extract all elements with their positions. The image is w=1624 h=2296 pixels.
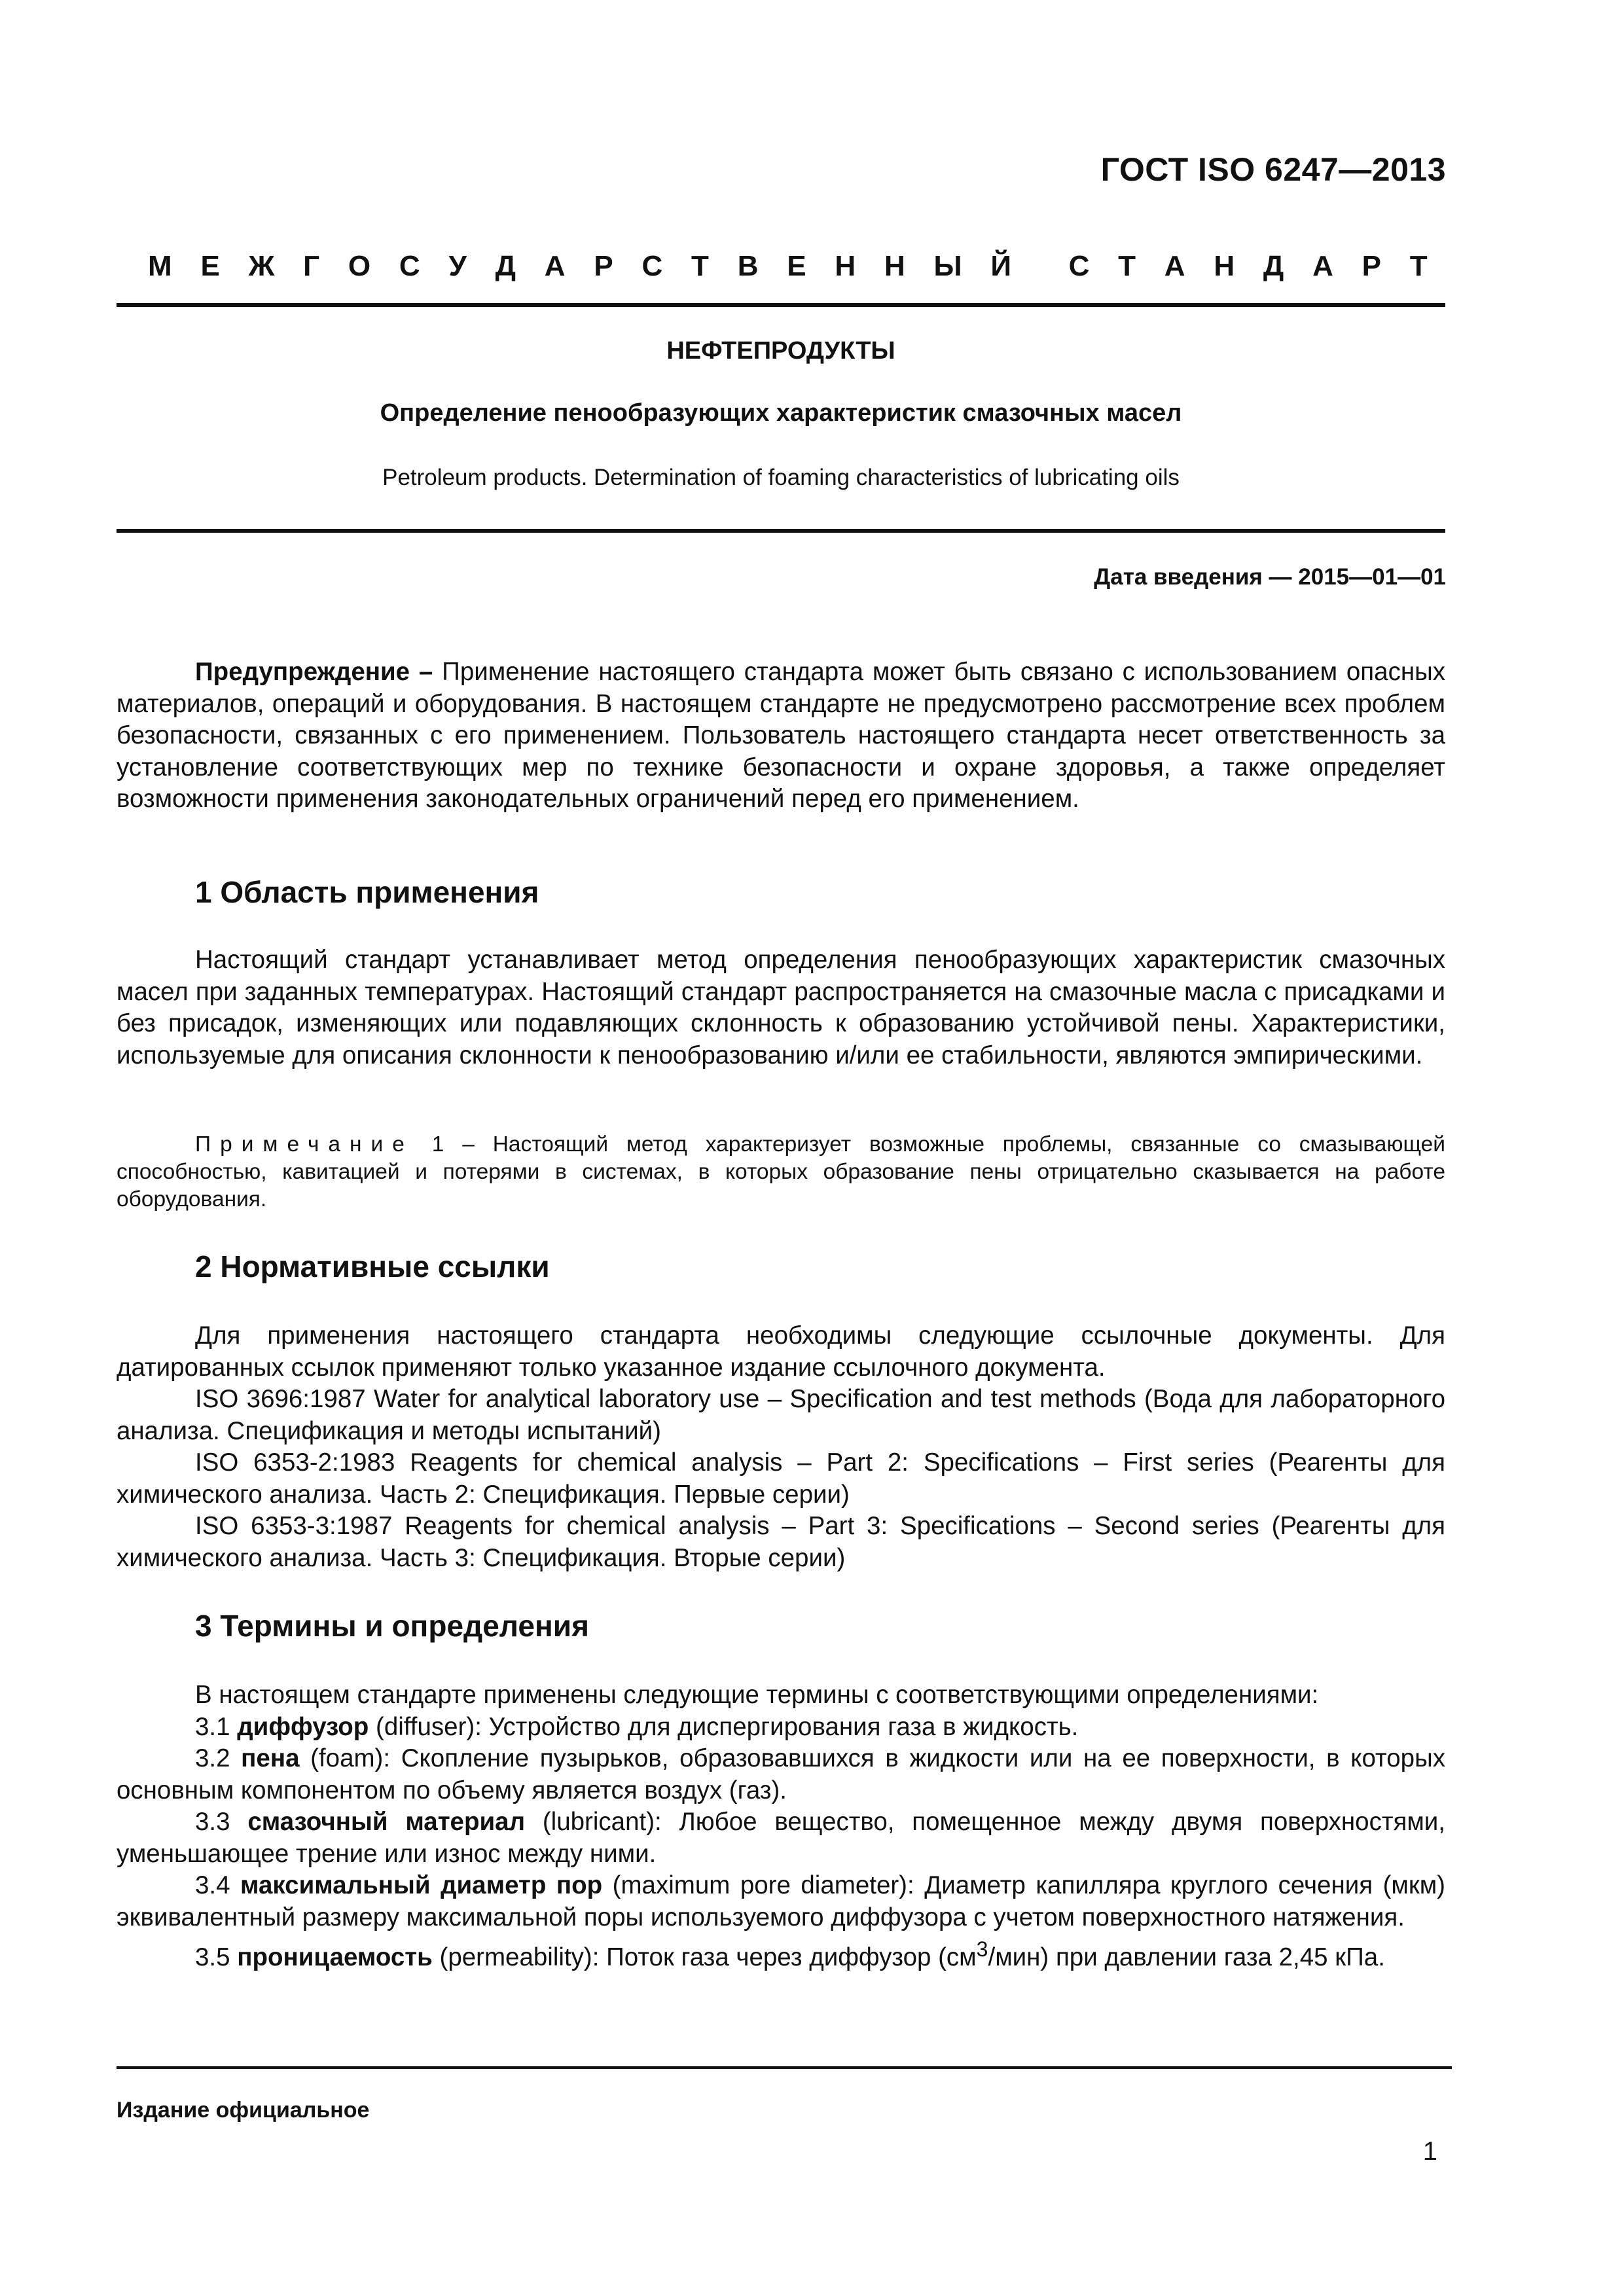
header-rule (117, 303, 1445, 307)
references-intro: Для применения настоящего стандарта необходимы следующие ссылочные документы. Для датированных ссылок применяют только указанное издание ссылочного документа. (117, 1321, 1445, 1382)
reference-item: ISO 6353-3:1987 Reagents for chemical analysis – Part 3: Specifications – Second series (Реагенты для химического анализа. Часть 3: Спецификация. Вторые серии) (117, 1512, 1445, 1572)
warning-label: Предупреждение – (195, 658, 433, 686)
term-item: 3.5 проницаемость (permeability): Поток газа через диффузор $(см^3/мин)$ при давлении газа 2,45 кПа. (195, 1937, 1385, 1971)
note-paragraph (117, 1131, 1445, 1213)
note-text: 1 – Настоящий метод характеризует возможные проблемы, связанные со смазывающей способностью, кавитацией и потерями в системах, в которых образование пены отрицательно сказывается на работе оборудования. (117, 1132, 1445, 1211)
term-item: 3.2 пена (foam): Скопление пузырьков, образовавшихся в жидкости или на ее поверхности, в которых основным компонентом по объему является воздух (газ). (117, 1744, 1445, 1804)
page-number: 1 (1422, 2137, 1437, 2166)
note-label: Примечание (195, 1132, 414, 1157)
english-title: Petroleum products. Determination of foaming characteristics of lubricating oils (382, 465, 1180, 490)
scope-paragraph: Настоящий стандарт устанавливает метод определения пенообразующих характеристик смазочных масел при заданных температурах. Настоящий стандарт распространяется на смазочные масла с присадками и без присадок, изменяющих или подавляющих склонность к образованию устойчивой пены. Характеристики, используемые для описания склонности к пенообразованию и/или ее стабильности, являются эмпирическими. (117, 946, 1445, 1069)
term-name: диффузор (237, 1712, 369, 1741)
terms-definitions (117, 1679, 1445, 1973)
term-name: проницаемость (237, 1943, 433, 1971)
title-rule (117, 529, 1445, 533)
official-edition-label: Издание официальное (117, 2098, 370, 2123)
footer-rule (117, 2066, 1452, 2069)
term-name: пена (241, 1744, 300, 1772)
section-2-heading: 2 Нормативные ссылки (195, 1249, 550, 1283)
term-name: максимальный диаметр пор (240, 1871, 603, 1899)
warning-paragraph (117, 656, 1445, 816)
warning-text: Применение настоящего стандарта может быть связано с использованием опасных материалов, операций и оборудования. В настоящем стандарте не предусмотрено рассмотрение всех проблем безопасности, связанных с его применением. Пользователь настоящего стандарта несет ответственность за установление соответствующих мер по технике безопасности и охране здоровья, а также определяет возможности применения законодательных ограничений перед его применением. (117, 658, 1445, 813)
reference-item: ISO 3696:1987 Water for analytical laboratory use – Specification and test methods (Вода для лабораторного анализа. Спецификация и методы испытаний) (117, 1385, 1445, 1445)
section-3-heading: 3 Термины и определения (195, 1609, 589, 1643)
interstate-standard-banner: М Е Ж Г О С У Д А Р С Т В Е Н Н Ы Й С Т А Н Д А Р Т (148, 250, 1428, 282)
normative-references (117, 1320, 1445, 1574)
document-title: НЕФТЕПРОДУКТЫ (666, 337, 895, 365)
terms-intro: В настоящем стандарте применены следующие термины с соответствующими определениями: (195, 1681, 1319, 1709)
term-item: 3.3 смазочный материал (lubricant): Любое вещество, помещенное между двумя поверхностями, уменьшающее трение или износ между ними. (117, 1808, 1445, 1868)
introduction-date: Дата введения — 2015—01—01 (1094, 564, 1446, 590)
document-code: ГОСТ ISO 6247—2013 (1100, 151, 1446, 188)
term-item: 3.1 диффузор (diffuser): Устройство для диспергирования газа в жидкость. (195, 1712, 1079, 1741)
document-subtitle: Определение пенообразующих характеристик смазочных масел (380, 399, 1182, 427)
term-item: 3.4 максимальный диаметр пор (maximum pore diameter): Диаметр капилляра круглого сечения (мкм) эквивалентный размеру максимальной поры используемого диффузора с учетом поверхностного натяжения. (117, 1871, 1446, 1931)
reference-item: ISO 6353-2:1983 Reagents for chemical analysis – Part 2: Specifications – First series (Реагенты для химического анализа. Часть 2: Спецификация. Первые серии) (117, 1448, 1445, 1509)
section-1-heading: 1 Область применения (195, 875, 539, 909)
term-name: смазочный материал (247, 1808, 526, 1836)
